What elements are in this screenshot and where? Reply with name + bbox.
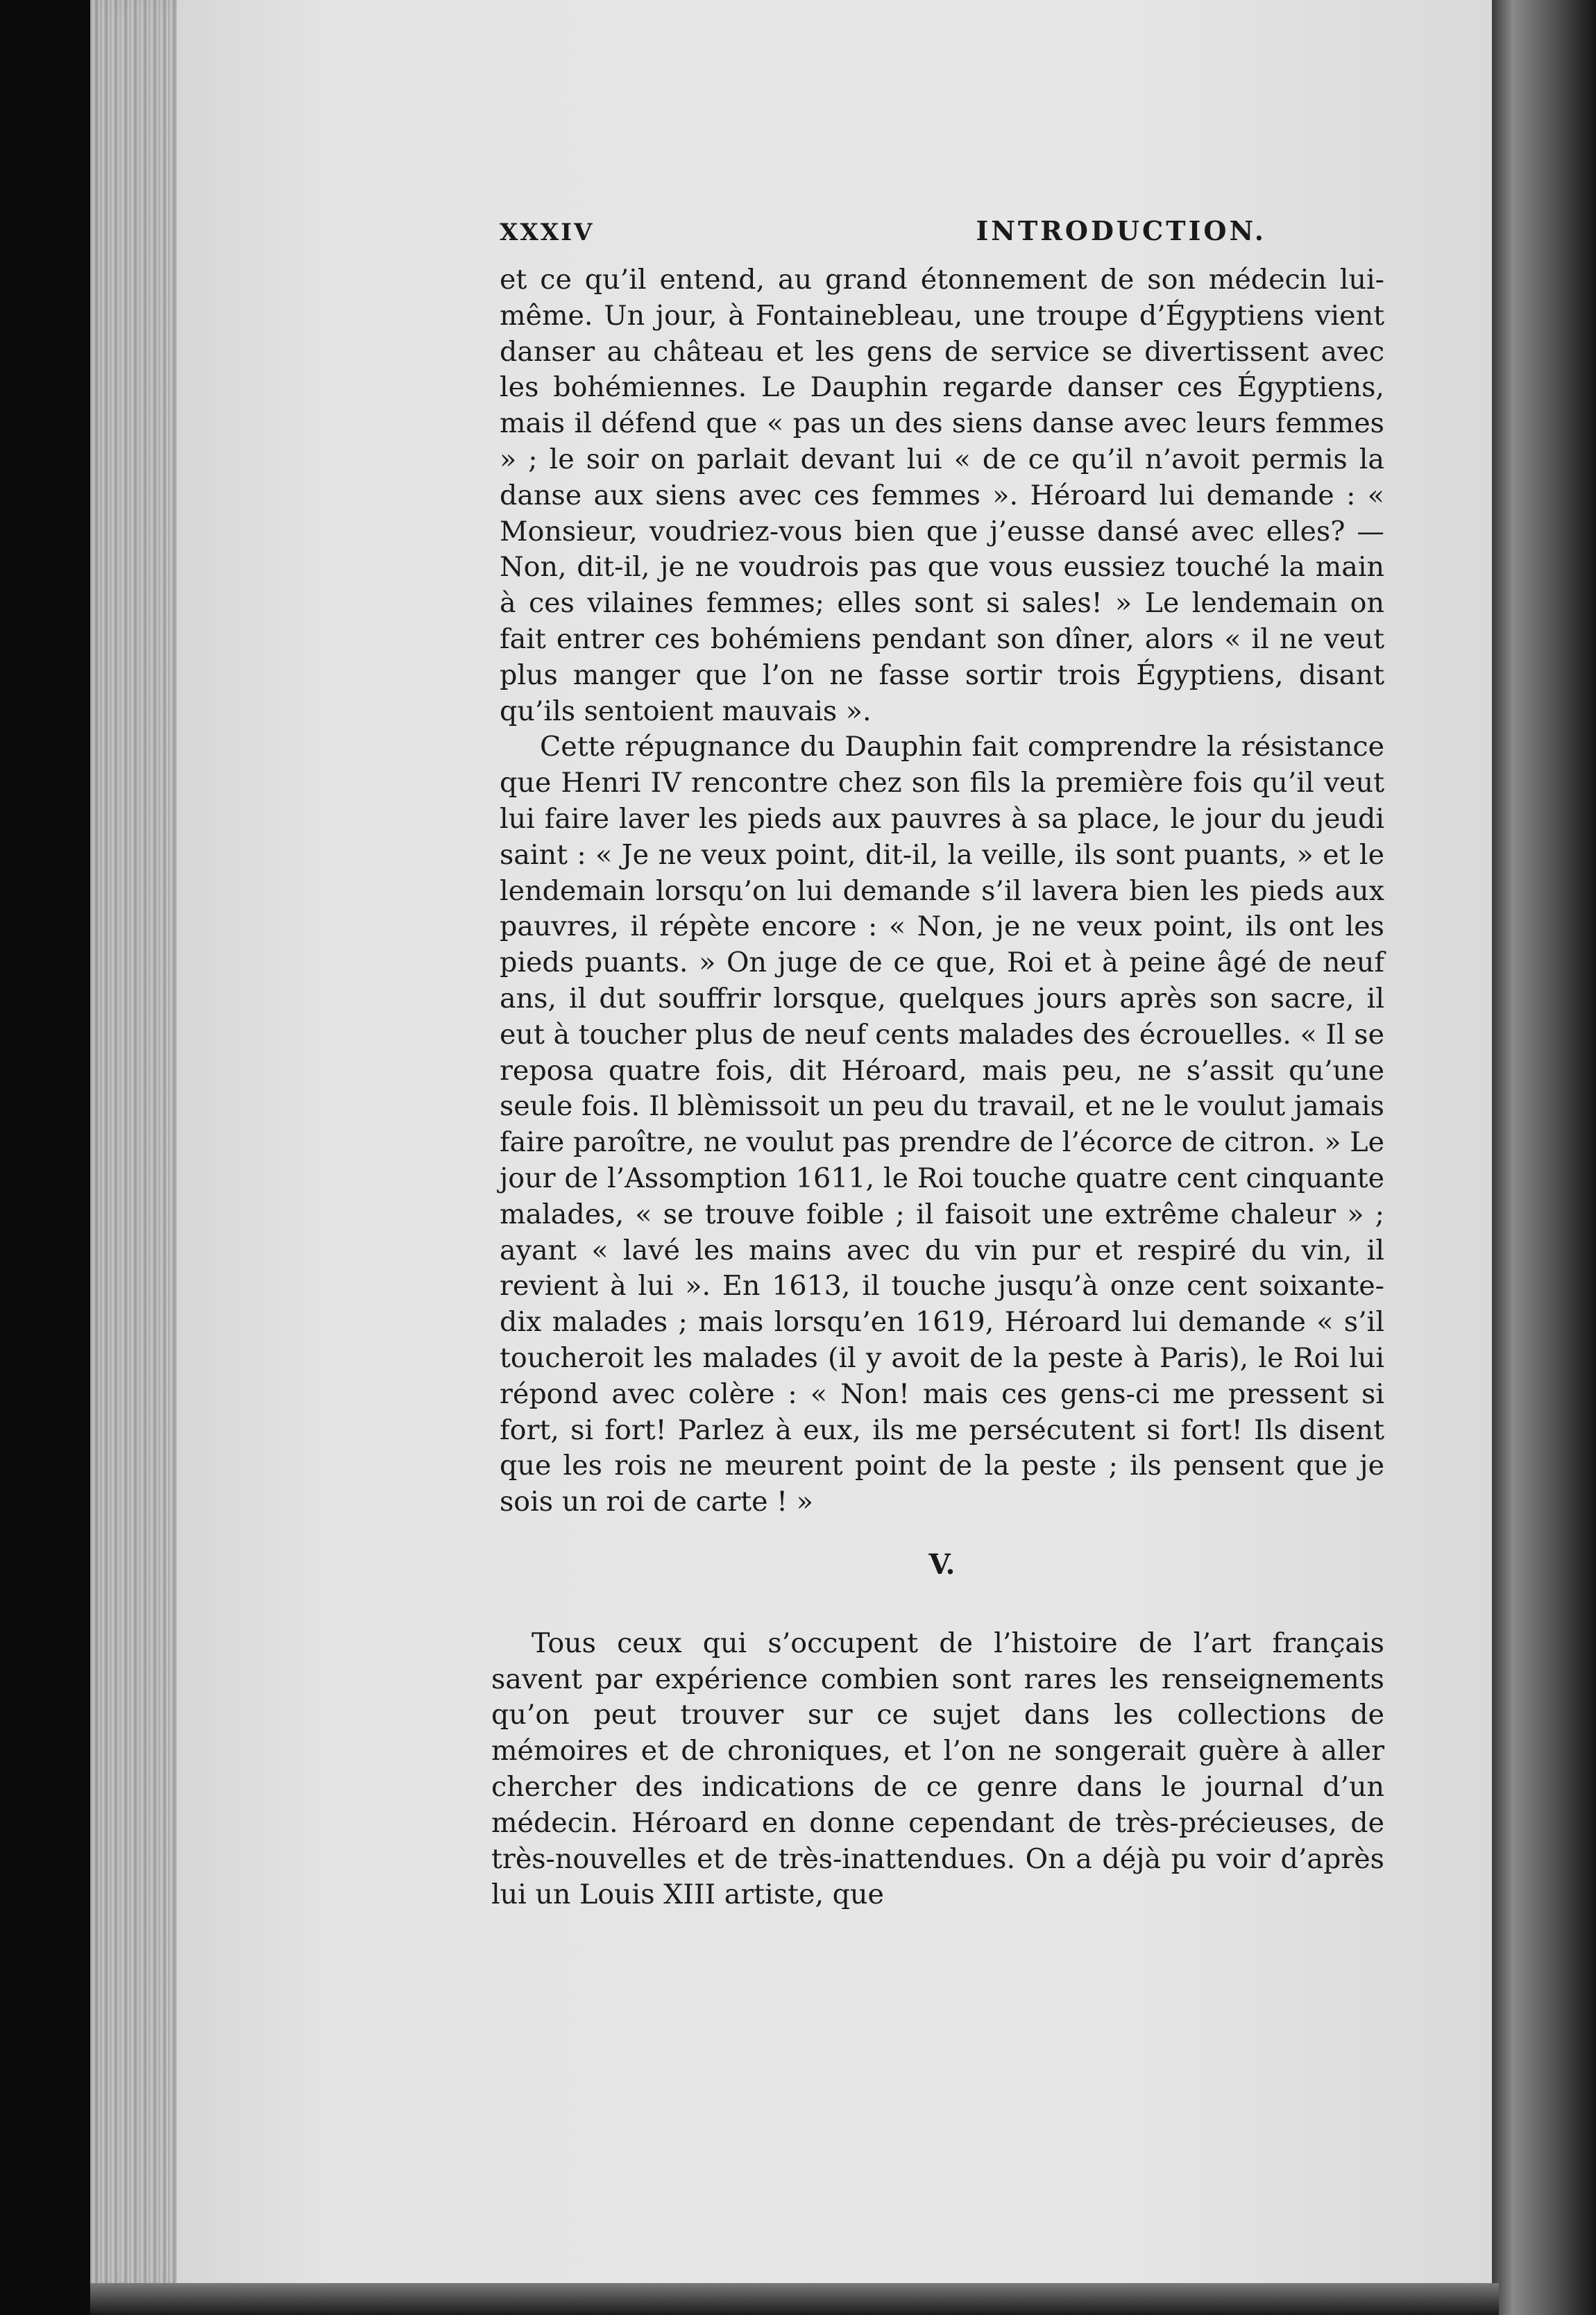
running-head [500, 215, 1384, 260]
running-title: INTRODUCTION. [976, 215, 1266, 246]
bottom-shadow [90, 2283, 1499, 2315]
section-heading: V. [928, 1547, 956, 1581]
binding-shadow [1492, 0, 1596, 2315]
paragraph-dauphin-egyptians: et ce qu’il entend, au grand étonnement de son médecin lui-même. Un jour, à Fontainebleau, une troupe d’Égyptiens vient danser au château et les gens de service se divertissent avec les bohémiennes. Le Dauphin regarde danser ces Égyptiens, mais il défend que « pas un des siens danse avec leurs femmes » ; le soir on parlait devant lui « de ce qu’il n’avoit permis la danse aux siens avec ces femmes ». Héroard lui demande : « Monsieur, voudriez-vous bien que j’eusse dansé avec elles? — Non, dit-il, je ne voudrois pas que vous eussiez touché la main à ces vilaines femmes; elles sont si sales! » Le lendemain on fait entrer ces bohémiens pendant son dîner, alors « il ne veut plus manger que l’on ne fasse sortir trois Égyptiens, disant qu’ils sentoient mauvais ». [500, 264, 1384, 727]
text-column [491, 215, 1384, 1913]
paragraph-dauphin-repugnance: Cette répugnance du Dauphin fait comprendre la résistance que Henri IV rencontre chez son fils la première fois qu’il veut lui faire laver les pieds aux pauvres à sa place, le jour du jeudi saint : « Je ne veux point, dit-il, la veille, ils sont puants, » et le lendemain lorsqu’on lui demande s’il lavera bien les pieds aux pauvres, il répète encore : « Non, je ne veux point, ils ont les pieds puants. » On juge de ce que, Roi et à peine âgé de neuf ans, il dut souffrir lorsque, quelques jours après son sacre, il eut à toucher plus de neuf cents malades des écrouelles. « Il se reposa quatre fois, dit Héroard, mais peu, ne s’assit qu’une seule fois. Il blèmissoit un peu du travail, et ne le voulut jamais faire paroître, ne voulut pas prendre de l’écorce de citron. » Le jour de l’Assomption 1611, le Roi touche quatre cent cinquante malades, « se trouve foible ; il faisoit une extrême chaleur » ; ayant « lavé les mains avec du vin pur et respiré du vin, il revient à lui ». En 1613, il touche jusqu’à onze cent soixante-dix malades ; mais lorsqu’en 1619, Héroard lui demande « s’il toucheroit les malades (il y avoit de la peste à Paris), le Roi lui répond avec colère : « Non! mais ces gens-ci me pressent si fort, si fort! Parlez à eux, ils me persécutent si fort! Ils disent que les rois ne meurent point de la peste ; ils pensent que je sois un roi de carte ! » [500, 731, 1384, 1518]
page-number: XXXIV [500, 219, 595, 246]
paragraph-french-art: Tous ceux qui s’occupent de l’histoire de l’art français savent par expérience combien sont rares les renseignements qu’on peut trouver sur ce sujet dans les collections de mémoires et de chroniques, et l’on ne songerait guère à aller chercher des indications de ce genre dans le journal d’un médecin. Héroard en donne cependant de très-précieuses, de très-nouvelles et de très-inattendues. On a déjà pu voir d’après lui un Louis XIII artiste, que [491, 1627, 1384, 1911]
